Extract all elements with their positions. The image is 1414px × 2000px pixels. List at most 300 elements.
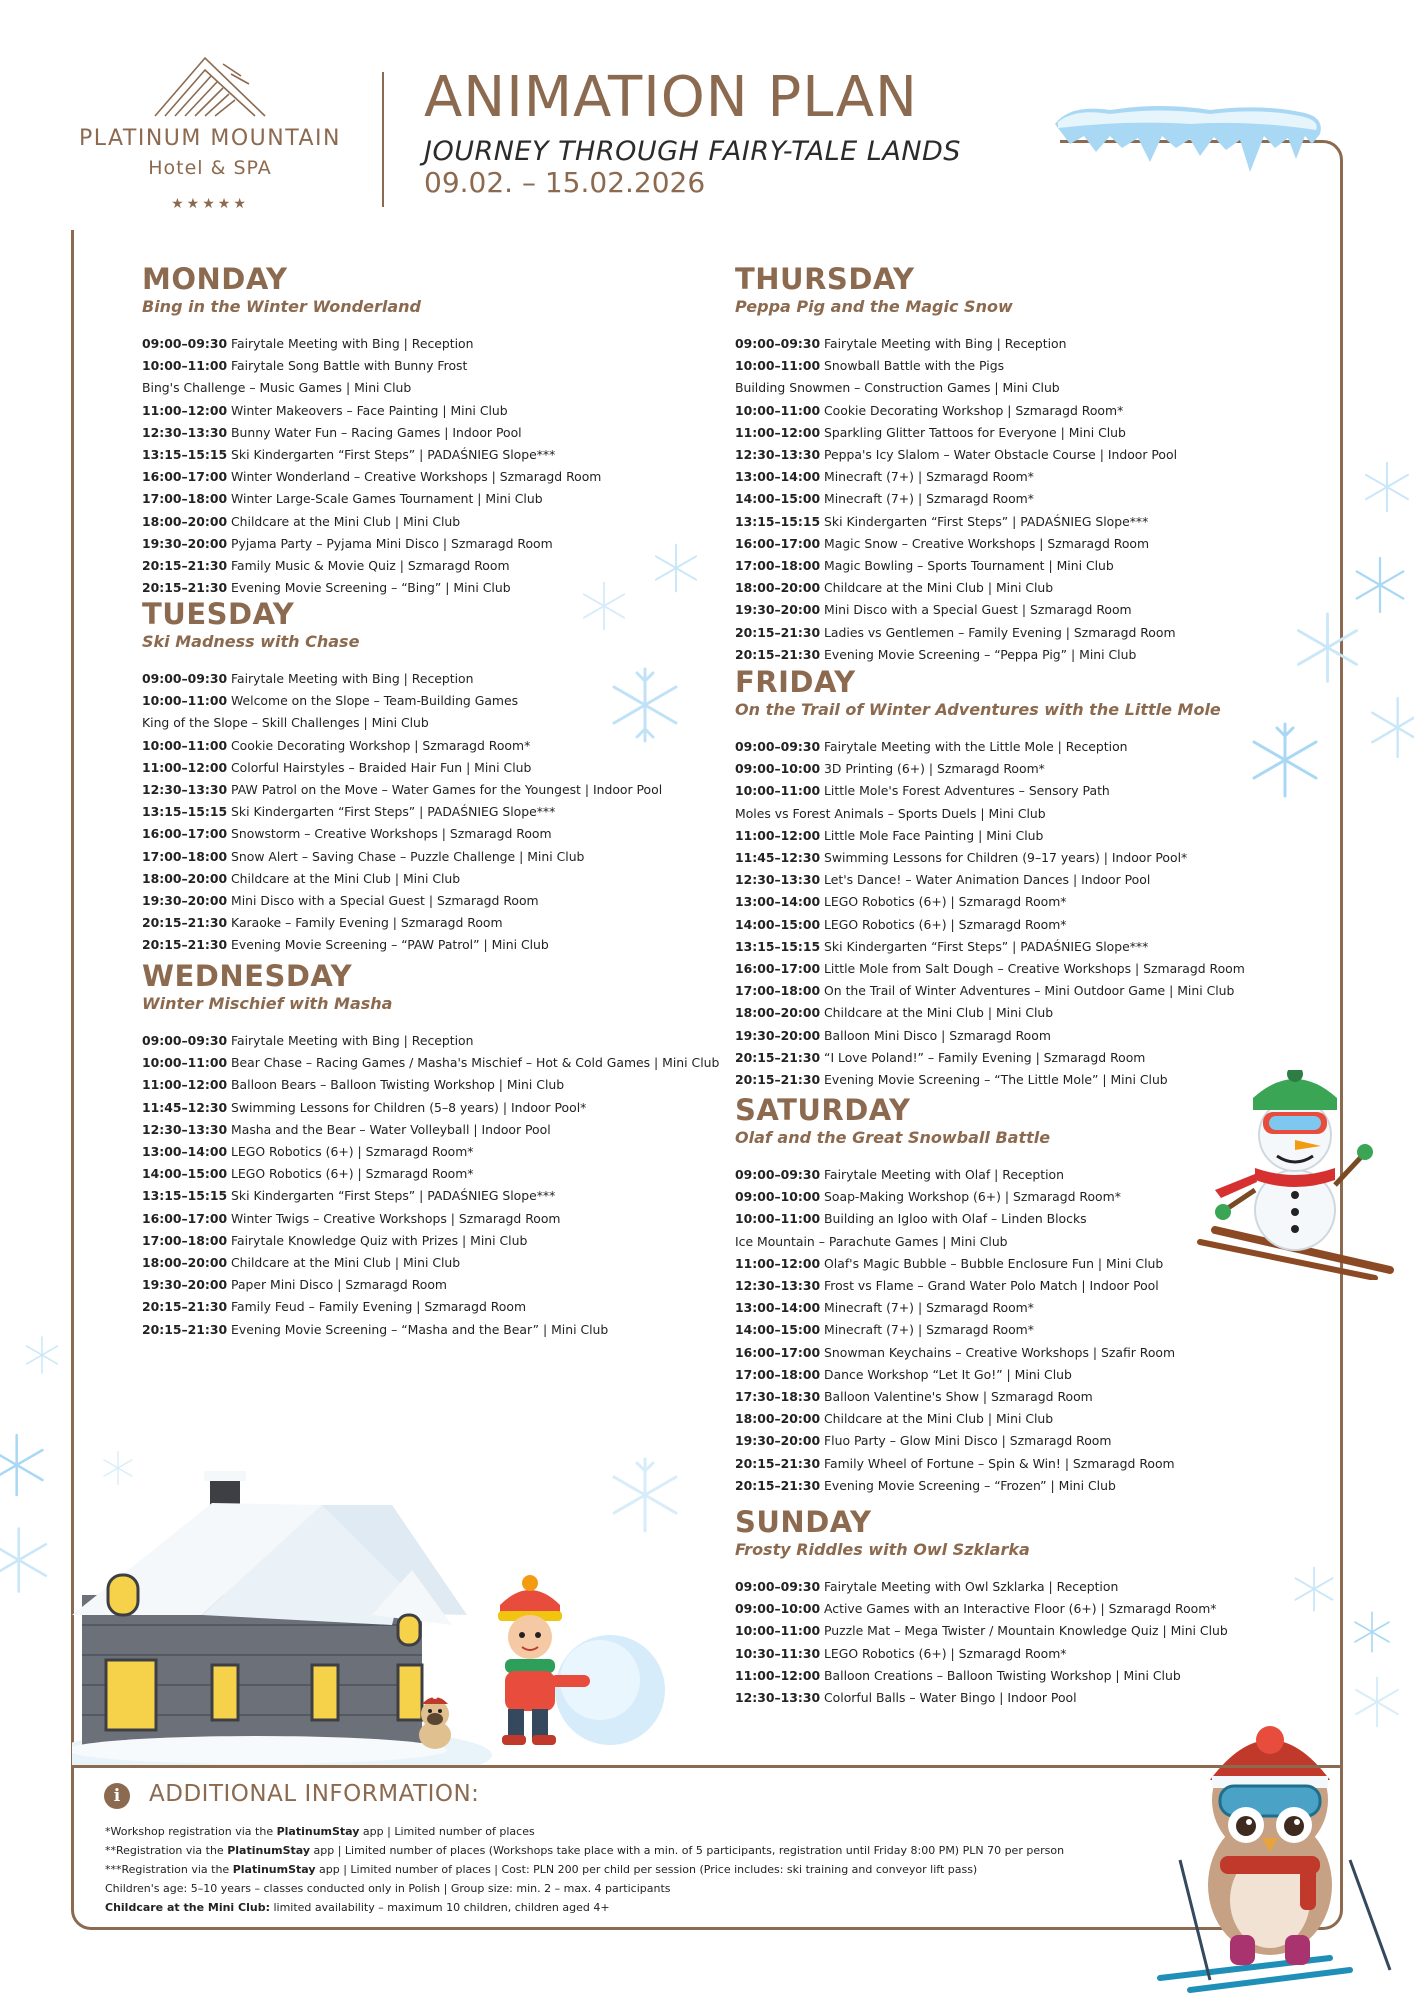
schedule-item xyxy=(735,958,1245,980)
day-theme: Bing in the Winter Wonderland xyxy=(142,297,421,316)
snowflake-icon xyxy=(0,1430,50,1500)
day-theme: Peppa Pig and the Magic Snow xyxy=(735,297,1013,316)
schedule-item xyxy=(142,890,662,912)
schedule-item xyxy=(142,934,662,956)
schedule-item xyxy=(142,1208,719,1230)
event-description: Winter Makeovers – Face Painting | Mini Club xyxy=(231,402,508,418)
schedule-item xyxy=(735,1275,1175,1297)
schedule-item xyxy=(735,869,1245,891)
hotel-name: PLATINUM MOUNTAIN xyxy=(79,126,341,151)
event-description: Fairytale Meeting with the Little Mole | Reception xyxy=(824,739,1128,754)
snowflake-icon xyxy=(1290,610,1365,685)
event-time: 11:00–12:00 xyxy=(735,424,821,440)
event-description: Family Wheel of Fortune – Spin & Win! | Szmaragd Room xyxy=(824,1455,1175,1471)
schedule-item xyxy=(142,712,662,734)
event-description: Family Feud – Family Evening | Szmaragd Room xyxy=(231,1299,527,1315)
event-description: Karaoke – Family Evening | Szmaragd Room xyxy=(231,915,503,931)
schedule-item xyxy=(735,825,1245,847)
event-description: Soap-Making Workshop (6+) | Szmaragd Room* xyxy=(824,1189,1121,1205)
event-description: Evening Movie Screening – “Masha and the Bear” | Mini Club xyxy=(231,1321,609,1337)
event-description: Magic Bowling – Sports Tournament | Mini Club xyxy=(824,558,1114,574)
page-subtitle: JOURNEY THROUGH FAIRY-TALE LANDS xyxy=(424,136,961,167)
hotel-logo xyxy=(60,50,360,235)
event-description: LEGO Robotics (6+) | Szmaragd Room* xyxy=(824,894,1067,910)
schedule-item xyxy=(142,912,662,934)
event-description: Pyjama Party – Pyjama Mini Disco | Szmaragd Room xyxy=(231,535,553,551)
event-description: Childcare at the Mini Club | Mini Club xyxy=(824,1411,1054,1427)
info-icon: i xyxy=(104,1783,130,1809)
event-description: Evening Movie Screening – “Frozen” | Mini Club xyxy=(824,1477,1116,1493)
event-time: 09:00–09:30 xyxy=(142,1033,228,1048)
info-title: ADDITIONAL INFORMATION: xyxy=(149,1781,480,1807)
schedule-item xyxy=(142,377,601,399)
event-description: Ski Kindergarten “First Steps” | PADAŚNIEG Slope*** xyxy=(824,513,1149,529)
schedule-item xyxy=(735,1297,1175,1319)
schedule-item xyxy=(142,1230,719,1252)
event-description: Winter Twigs – Creative Workshops | Szmaragd Room xyxy=(231,1210,561,1226)
event-description: Colorful Balls – Water Bingo | Indoor Pool xyxy=(824,1690,1077,1706)
event-description: Welcome on the Slope – Team-Building Games xyxy=(231,693,519,709)
schedule-item xyxy=(735,1319,1175,1341)
event-time: 10:00–11:00 xyxy=(735,1623,821,1639)
event-description: Snowstorm – Creative Workshops | Szmaragd Room xyxy=(231,826,552,842)
event-description: Building an Igloo with Olaf – Linden Blocks xyxy=(824,1211,1087,1227)
event-time: 13:15–15:15 xyxy=(142,447,228,463)
event-time: 16:00–17:00 xyxy=(735,535,821,551)
schedule-item xyxy=(735,400,1177,422)
event-description: Family Music & Movie Quiz | Szmaragd Room xyxy=(231,558,510,574)
event-description: Cookie Decorating Workshop | Szmaragd Room* xyxy=(231,737,531,753)
event-time: 16:00–17:00 xyxy=(142,469,228,485)
event-description: Childcare at the Mini Club | Mini Club xyxy=(231,870,461,886)
snowflake-icon xyxy=(1365,690,1414,765)
event-time: 14:00–15:00 xyxy=(735,491,821,507)
event-description: Fairytale Song Battle with Bunny Frost xyxy=(231,358,468,374)
event-description: Fairytale Meeting with Bing | Reception xyxy=(231,1033,474,1048)
event-time: 17:00–18:00 xyxy=(142,848,228,864)
event-description: Balloon Creations – Balloon Twisting Workshop | Mini Club xyxy=(824,1667,1181,1683)
event-description: Snowball Battle with the Pigs xyxy=(824,358,1005,374)
schedule-item xyxy=(142,846,662,868)
event-description: Childcare at the Mini Club | Mini Club xyxy=(824,580,1054,596)
day-friday xyxy=(735,665,1245,1091)
schedule-item xyxy=(142,1141,719,1163)
event-time: 12:30–13:30 xyxy=(735,1278,821,1294)
event-time: 13:15–15:15 xyxy=(735,513,821,529)
event-description: Peppa's Icy Slalom – Water Obstacle Course | Indoor Pool xyxy=(824,447,1178,463)
schedule-item xyxy=(142,555,601,577)
schedule-item xyxy=(735,1186,1175,1208)
schedule-item xyxy=(735,1386,1175,1408)
event-time: 10:00–11:00 xyxy=(735,402,821,418)
event-description: Minecraft (7+) | Szmaragd Room* xyxy=(824,1322,1034,1338)
schedule-item xyxy=(735,644,1177,666)
event-description: Swimming Lessons for Children (5–8 years) | Indoor Pool* xyxy=(231,1099,587,1115)
day-title: MONDAY xyxy=(142,262,288,296)
event-time: 11:00–12:00 xyxy=(735,1255,821,1271)
schedule-item xyxy=(735,1364,1175,1386)
schedule-item xyxy=(735,1253,1175,1275)
event-description: Active Games with an Interactive Floor (6+) | Szmaragd Room* xyxy=(824,1601,1217,1617)
event-time: 17:00–18:00 xyxy=(142,1232,228,1248)
event-time: 10:00–11:00 xyxy=(735,783,821,799)
schedule-item xyxy=(735,1475,1175,1497)
day-title: TUESDAY xyxy=(142,597,295,631)
schedule-item xyxy=(735,555,1177,577)
day-title: FRIDAY xyxy=(735,665,856,699)
event-description: On the Trail of Winter Adventures – Mini Outdoor Game | Mini Club xyxy=(824,983,1235,999)
event-time: 09:00–09:30 xyxy=(735,336,821,351)
schedule-item xyxy=(735,533,1177,555)
event-description: Winter Wonderland – Creative Workshops | Szmaragd Room xyxy=(231,469,602,485)
snowflake-icon xyxy=(1350,555,1410,615)
info-notes xyxy=(105,1822,1064,1917)
schedule-item xyxy=(142,1030,719,1052)
schedule-item xyxy=(735,466,1177,488)
schedule-item xyxy=(735,1164,1175,1186)
schedule-item xyxy=(735,444,1177,466)
event-description: Colorful Hairstyles – Braided Hair Fun | Mini Club xyxy=(231,759,532,775)
snowflake-icon xyxy=(605,1455,685,1535)
event-time: 09:00–10:00 xyxy=(735,761,821,777)
event-time: 20:15–21:30 xyxy=(735,1477,821,1493)
schedule-item xyxy=(142,1296,719,1318)
schedule-item xyxy=(735,1069,1245,1091)
event-time: 13:00–14:00 xyxy=(142,1144,228,1160)
event-description: Bing's Challenge – Music Games | Mini Club xyxy=(142,380,412,396)
schedule-item xyxy=(735,758,1245,780)
schedule-item xyxy=(735,1208,1175,1230)
event-description: Moles vs Forest Animals – Sports Duels | Mini Club xyxy=(735,805,1046,821)
schedule-item xyxy=(142,533,601,555)
event-time: 18:00–20:00 xyxy=(735,580,821,596)
schedule-item xyxy=(142,1252,719,1274)
event-description: Childcare at the Mini Club | Mini Club xyxy=(231,1255,461,1271)
schedule-item xyxy=(142,488,601,510)
event-description: Minecraft (7+) | Szmaragd Room* xyxy=(824,1300,1034,1316)
schedule-item xyxy=(735,333,1177,355)
event-time: 11:00–12:00 xyxy=(735,1667,821,1683)
schedule-item xyxy=(142,1163,719,1185)
event-time: 12:30–13:30 xyxy=(142,424,228,440)
event-time: 10:00–11:00 xyxy=(142,693,228,709)
schedule-item xyxy=(735,1576,1228,1598)
day-saturday xyxy=(735,1093,1176,1497)
event-time: 20:15–21:30 xyxy=(735,646,821,662)
day-title: SUNDAY xyxy=(735,1505,872,1539)
event-time: 11:00–12:00 xyxy=(142,402,228,418)
event-description: Ski Kindergarten “First Steps” | PADAŚNIEG Slope*** xyxy=(231,804,556,820)
event-time: 16:00–17:00 xyxy=(142,826,228,842)
event-description: Ski Kindergarten “First Steps” | PADAŚNIEG Slope*** xyxy=(231,1188,556,1204)
event-time: 11:45–12:30 xyxy=(735,850,821,866)
schedule-item xyxy=(735,422,1177,444)
event-time: 20:15–21:30 xyxy=(735,1072,821,1088)
note-line: *Workshop registration via the PlatinumStay app | Limited number of places xyxy=(105,1825,535,1838)
schedule-item xyxy=(735,1430,1175,1452)
day-title: THURSDAY xyxy=(735,262,915,296)
event-time: 13:15–15:15 xyxy=(142,1188,228,1204)
event-description: Childcare at the Mini Club | Mini Club xyxy=(231,513,461,529)
schedule-item xyxy=(142,444,601,466)
schedule-item xyxy=(142,400,601,422)
event-time: 12:30–13:30 xyxy=(142,1121,228,1137)
event-time: 12:30–13:30 xyxy=(735,1690,821,1706)
schedule-item xyxy=(735,355,1177,377)
event-time: 20:15–21:30 xyxy=(142,558,228,574)
schedule-item xyxy=(735,511,1177,533)
event-time: 10:30–11:30 xyxy=(735,1645,821,1661)
event-time: 13:15–15:15 xyxy=(735,938,821,954)
schedule-item xyxy=(735,1342,1175,1364)
snowflake-icon xyxy=(605,665,685,745)
event-time: 12:30–13:30 xyxy=(142,782,228,798)
day-sunday xyxy=(735,1505,1228,1709)
schedule-item xyxy=(142,511,601,533)
event-description: Snowman Keychains – Creative Workshops | Szafir Room xyxy=(824,1344,1176,1360)
event-time: 13:00–14:00 xyxy=(735,469,821,485)
event-description: Masha and the Bear – Water Volleyball | Indoor Pool xyxy=(231,1121,551,1137)
event-description: Sparkling Glitter Tattoos for Everyone | Mini Club xyxy=(824,424,1126,440)
event-description: Fairytale Meeting with Bing | Reception xyxy=(231,336,474,351)
event-description: Balloon Bears – Balloon Twisting Workshop | Mini Club xyxy=(231,1077,565,1093)
event-time: 13:15–15:15 xyxy=(142,804,228,820)
schedule-item xyxy=(142,779,662,801)
event-description: Evening Movie Screening – “The Little Mole” | Mini Club xyxy=(824,1072,1168,1088)
event-description: Cookie Decorating Workshop | Szmaragd Room* xyxy=(824,402,1124,418)
event-description: Olaf's Magic Bubble – Bubble Enclosure Fun | Mini Club xyxy=(824,1255,1164,1271)
schedule-item xyxy=(735,599,1177,621)
event-time: 10:00–11:00 xyxy=(735,358,821,374)
schedule-item xyxy=(735,377,1177,399)
snowflake-icon xyxy=(1245,720,1325,800)
event-description: Mini Disco with a Special Guest | Szmaragd Room xyxy=(824,602,1132,618)
schedule-item xyxy=(735,1002,1245,1024)
schedule-item xyxy=(142,1097,719,1119)
snowman-skiing-illustration xyxy=(1195,1070,1395,1280)
schedule-item xyxy=(142,1052,719,1074)
event-time: 11:45–12:30 xyxy=(142,1099,228,1115)
event-description: Minecraft (7+) | Szmaragd Room* xyxy=(824,491,1034,507)
event-description: Snow Alert – Saving Chase – Puzzle Challenge | Mini Club xyxy=(231,848,585,864)
schedule-item xyxy=(735,1453,1175,1475)
schedule-item xyxy=(142,333,601,355)
event-time: 17:00–18:00 xyxy=(735,1366,821,1382)
event-description: Swimming Lessons for Children (9–17 years) | Indoor Pool* xyxy=(824,850,1188,866)
event-time: 12:30–13:30 xyxy=(735,447,821,463)
date-range: 09.02. – 15.02.2026 xyxy=(424,166,706,199)
snowflake-icon xyxy=(578,580,630,632)
schedule-item xyxy=(142,1274,719,1296)
event-description: LEGO Robotics (6+) | Szmaragd Room* xyxy=(231,1166,474,1182)
event-description: Ski Kindergarten “First Steps” | PADAŚNIEG Slope*** xyxy=(824,938,1149,954)
event-time: 17:00–18:00 xyxy=(735,983,821,999)
event-description: Fairytale Knowledge Quiz with Prizes | Mini Club xyxy=(231,1232,528,1248)
event-time: 09:00–09:30 xyxy=(142,671,228,686)
schedule-item xyxy=(735,1665,1228,1687)
event-description: Paper Mini Disco | Szmaragd Room xyxy=(231,1277,447,1293)
hotel-stars: ★★★★★ xyxy=(171,195,249,211)
event-time: 17:00–18:00 xyxy=(735,558,821,574)
event-time: 14:00–15:00 xyxy=(735,1322,821,1338)
note-line: Childcare at the Mini Club: limited availability – maximum 10 children, children aged 4+ xyxy=(105,1901,610,1914)
event-time: 19:30–20:00 xyxy=(735,1027,821,1043)
schedule-item xyxy=(142,466,601,488)
event-time: 11:00–12:00 xyxy=(142,759,228,775)
day-title: WEDNESDAY xyxy=(142,959,353,993)
event-time: 19:30–20:00 xyxy=(735,1433,821,1449)
schedule-item xyxy=(142,801,662,823)
day-theme: Frosty Riddles with Owl Szklarka xyxy=(735,1540,1030,1559)
schedule-item xyxy=(735,622,1177,644)
schedule-item xyxy=(735,803,1245,825)
schedule-item xyxy=(142,735,662,757)
owl-skier-illustration xyxy=(1150,1720,1400,1998)
event-description: Balloon Mini Disco | Szmaragd Room xyxy=(824,1027,1051,1043)
note-line: ***Registration via the PlatinumStay app | Limited number of places | Cost: PLN 200 per child per session (Price includes: ski training and conveyor lift pass) xyxy=(105,1863,978,1876)
event-time: 20:15–21:30 xyxy=(735,1049,821,1065)
snowflake-icon xyxy=(1350,1610,1394,1654)
snowflake-icon xyxy=(1360,460,1414,514)
event-description: Fairytale Meeting with Olaf | Reception xyxy=(824,1167,1064,1182)
schedule-item xyxy=(142,823,662,845)
day-theme: Winter Mischief with Masha xyxy=(142,994,393,1013)
schedule-item xyxy=(142,355,601,377)
event-time: 20:15–21:30 xyxy=(142,915,228,931)
schedule-item xyxy=(142,1119,719,1141)
event-description: Fairytale Meeting with Bing | Reception xyxy=(824,336,1067,351)
schedule-item xyxy=(735,1025,1245,1047)
event-time: 18:00–20:00 xyxy=(142,513,228,529)
event-time: 14:00–15:00 xyxy=(735,916,821,932)
event-time: 20:15–21:30 xyxy=(735,1455,821,1471)
header-divider xyxy=(382,72,384,207)
schedule-item xyxy=(142,668,662,690)
event-time: 20:15–21:30 xyxy=(142,937,228,953)
info-divider xyxy=(71,1765,1343,1768)
schedule-item xyxy=(142,1074,719,1096)
event-time: 09:00–09:30 xyxy=(735,1579,821,1594)
event-description: LEGO Robotics (6+) | Szmaragd Room* xyxy=(824,1645,1067,1661)
snowflake-icon xyxy=(650,542,702,594)
event-description: Balloon Valentine's Show | Szmaragd Room xyxy=(824,1389,1093,1405)
event-description: Magic Snow – Creative Workshops | Szmaragd Room xyxy=(824,535,1150,551)
event-time: 20:15–21:30 xyxy=(735,624,821,640)
event-time: 09:00–09:30 xyxy=(735,1167,821,1182)
event-description: Evening Movie Screening – “Peppa Pig” | Mini Club xyxy=(824,646,1137,662)
event-time: 18:00–20:00 xyxy=(142,1255,228,1271)
schedule-item xyxy=(735,891,1245,913)
event-description: Mini Disco with a Special Guest | Szmaragd Room xyxy=(231,893,539,909)
snowflake-icon xyxy=(0,1525,55,1595)
event-description: Let's Dance! – Water Animation Dances | Indoor Pool xyxy=(824,872,1151,888)
event-description: Bunny Water Fun – Racing Games | Indoor Pool xyxy=(231,424,522,440)
event-time: 16:00–17:00 xyxy=(142,1210,228,1226)
schedule-item xyxy=(735,980,1245,1002)
event-time: 09:00–10:00 xyxy=(735,1189,821,1205)
event-description: Fluo Party – Glow Mini Disco | Szmaragd Room xyxy=(824,1433,1112,1449)
event-time: 13:00–14:00 xyxy=(735,1300,821,1316)
event-time: 19:30–20:00 xyxy=(735,602,821,618)
event-time: 17:00–18:00 xyxy=(142,491,228,507)
day-theme: Ski Madness with Chase xyxy=(142,632,360,651)
hotel-subtitle: Hotel & SPA xyxy=(148,157,272,179)
event-time: 10:00–11:00 xyxy=(735,1211,821,1227)
event-time: 18:00–20:00 xyxy=(735,1411,821,1427)
event-description: Bear Chase – Racing Games / Masha's Mischief – Hot & Cold Games | Mini Club xyxy=(231,1055,720,1071)
event-description: Ski Kindergarten “First Steps” | PADAŚNIEG Slope*** xyxy=(231,447,556,463)
schedule-item xyxy=(142,690,662,712)
event-description: Little Mole Face Painting | Mini Club xyxy=(824,827,1044,843)
page-title: ANIMATION PLAN xyxy=(424,65,918,130)
event-description: Little Mole's Forest Adventures – Sensory Path xyxy=(824,783,1110,799)
event-description: Fairytale Meeting with Bing | Reception xyxy=(231,671,474,686)
schedule-item xyxy=(735,1620,1228,1642)
snowflake-icon xyxy=(22,1335,62,1375)
event-description: Minecraft (7+) | Szmaragd Room* xyxy=(824,469,1034,485)
event-time: 09:00–10:00 xyxy=(735,1601,821,1617)
snowflake-icon xyxy=(1290,1565,1338,1613)
schedule-item xyxy=(735,1047,1245,1069)
event-time: 16:00–17:00 xyxy=(735,1344,821,1360)
day-theme: On the Trail of Winter Adventures with the Little Mole xyxy=(735,700,1221,719)
event-description: Evening Movie Screening – “PAW Patrol” | Mini Club xyxy=(231,937,549,953)
event-time: 11:00–12:00 xyxy=(735,827,821,843)
note-line: **Registration via the PlatinumStay app | Limited number of places (Workshops take place with a min. of 5 participants, registration until Friday 8:00 PM) PLN 70 per person xyxy=(105,1844,1065,1857)
event-time: 10:00–11:00 xyxy=(142,358,228,374)
event-description: Winter Large-Scale Games Tournament | Mini Club xyxy=(231,491,543,507)
event-time: 12:30–13:30 xyxy=(735,872,821,888)
schedule-item xyxy=(735,780,1245,802)
event-time: 18:00–20:00 xyxy=(735,1005,821,1021)
schedule-item xyxy=(142,1185,719,1207)
event-description: Childcare at the Mini Club | Mini Club xyxy=(824,1005,1054,1021)
event-description: LEGO Robotics (6+) | Szmaragd Room* xyxy=(824,916,1067,932)
day-wednesday xyxy=(142,959,720,1341)
event-time: 10:00–11:00 xyxy=(142,1055,228,1071)
schedule-item xyxy=(735,847,1245,869)
schedule-item xyxy=(735,736,1245,758)
event-description: Ladies vs Gentlemen – Family Evening | Szmaragd Room xyxy=(824,624,1176,640)
event-description: PAW Patrol on the Move – Water Games for the Youngest | Indoor Pool xyxy=(231,782,663,798)
event-time: 20:15–21:30 xyxy=(142,1299,228,1315)
event-time: 13:00–14:00 xyxy=(735,894,821,910)
event-time: 20:15–21:30 xyxy=(142,580,228,596)
event-description: Puzzle Mat – Mega Twister / Mountain Knowledge Quiz | Mini Club xyxy=(824,1623,1228,1639)
day-tuesday xyxy=(142,597,663,957)
schedule-item xyxy=(142,422,601,444)
event-description: Ice Mountain – Parachute Games | Mini Club xyxy=(735,1233,1008,1249)
pug-dog-illustration xyxy=(410,1690,460,1750)
schedule-item xyxy=(735,914,1245,936)
schedule-item xyxy=(735,1408,1175,1430)
schedule-item xyxy=(142,868,662,890)
schedule-item xyxy=(735,936,1245,958)
event-time: 20:15–21:30 xyxy=(142,1321,228,1337)
schedule-item xyxy=(735,1643,1228,1665)
event-description: “I Love Poland!” – Family Evening | Szmaragd Room xyxy=(824,1049,1146,1065)
mountain-logo-icon xyxy=(145,50,275,120)
event-time: 16:00–17:00 xyxy=(735,961,821,977)
schedule-item xyxy=(735,488,1177,510)
event-description: 3D Printing (6+) | Szmaragd Room* xyxy=(824,761,1045,777)
event-description: Dance Workshop “Let It Go!” | Mini Club xyxy=(824,1366,1072,1382)
day-title: SATURDAY xyxy=(735,1093,911,1127)
event-time: 14:00–15:00 xyxy=(142,1166,228,1182)
event-description: Fairytale Meeting with Owl Szklarka | Reception xyxy=(824,1579,1119,1594)
event-time: 11:00–12:00 xyxy=(142,1077,228,1093)
event-time: 19:30–20:00 xyxy=(142,1277,228,1293)
